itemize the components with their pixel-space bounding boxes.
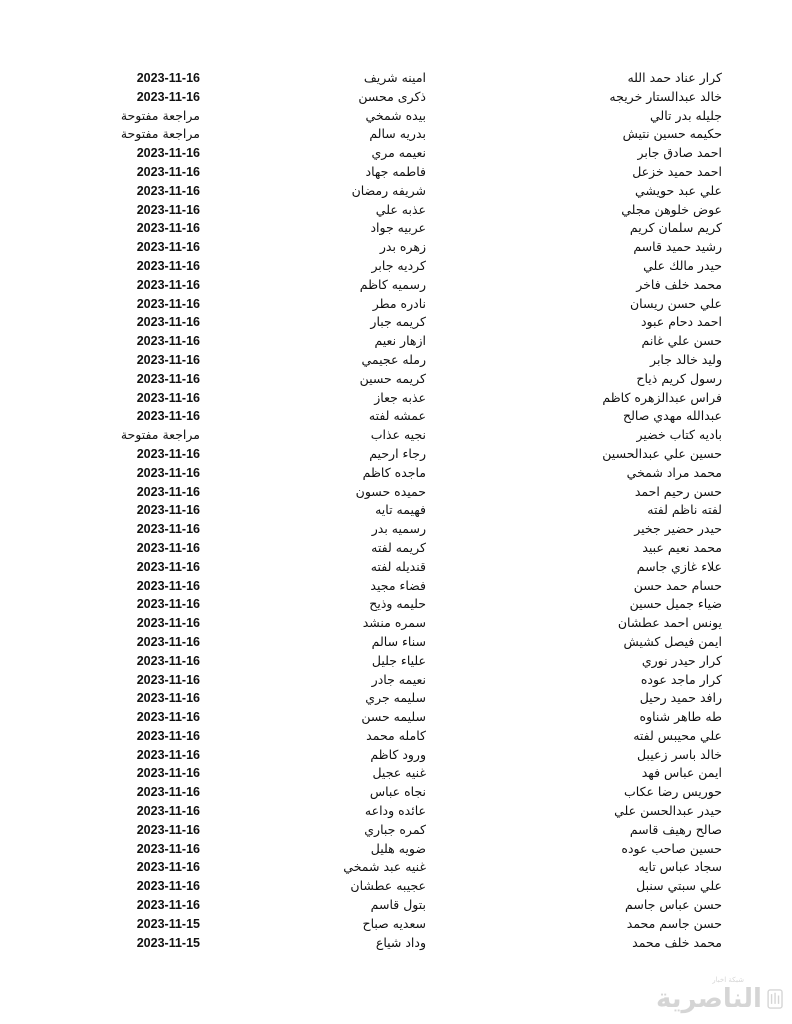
list-item <box>0 351 792 370</box>
person-name: حسن جاسم محمد <box>626 915 722 931</box>
list-item <box>0 727 792 746</box>
person-name: احمد حميد خزعل <box>632 163 722 179</box>
person-name: محمد خلف محمد <box>632 934 722 950</box>
person-name: جليله بدر تالي <box>649 107 722 123</box>
list-item <box>0 821 792 840</box>
person-name: احمد دحام عبود <box>640 314 722 330</box>
person-name: ايمن فيصل كشيش <box>623 633 722 649</box>
person-name: احمد صادق جابر <box>637 145 722 161</box>
status-cell: 2023-11-16 <box>136 841 200 856</box>
person-name: طه طاهر شناوه <box>639 709 722 725</box>
status-cell: 2023-11-16 <box>136 202 200 217</box>
person-name: ايمن عباس فهد <box>641 765 722 781</box>
list-item <box>0 746 792 765</box>
status-cell: 2023-11-16 <box>136 879 200 894</box>
status-cell: 2023-11-16 <box>136 277 200 292</box>
mother-name: عربيه جواد <box>370 220 426 236</box>
status-cell: 2023-11-16 <box>136 221 200 236</box>
status-cell: 2023-11-16 <box>136 390 200 405</box>
list-item <box>0 332 792 351</box>
status-cell: 2023-11-16 <box>136 710 200 725</box>
person-name: علي حسن ريسان <box>629 295 722 311</box>
mother-name: سليمه جري <box>365 690 426 706</box>
mother-name: امينه شريف <box>363 70 426 85</box>
mother-name: فهيمه تايه <box>375 502 426 518</box>
status-cell: 2023-11-16 <box>136 691 200 706</box>
status-cell: 2023-11-16 <box>136 446 200 461</box>
mother-name: سليمه حسن <box>361 709 426 725</box>
person-name: علي محيبس لفته <box>633 727 722 743</box>
mother-name: كامله محمد <box>366 727 426 743</box>
person-name: رشيد حميد قاسم <box>633 239 722 255</box>
person-name: رافد حميد رحيل <box>639 690 722 706</box>
watermark-text: الناصرية <box>656 984 762 1014</box>
status-cell: 2023-11-16 <box>136 597 200 612</box>
person-name: ضياء جميل حسين <box>629 596 722 612</box>
list-item <box>0 370 792 389</box>
status-cell: 2023-11-16 <box>136 898 200 913</box>
status-cell: 2023-11-16 <box>136 559 200 574</box>
status-cell: 2023-11-16 <box>136 89 200 104</box>
person-name: حيدر مالك علي <box>643 257 722 273</box>
site-watermark-logo <box>656 976 784 1016</box>
mother-name: كريمه حسين <box>359 370 426 386</box>
person-name: محمد خلف فاخر <box>636 276 722 292</box>
person-name: محمد نعيم عبيد <box>642 539 722 555</box>
status-cell: 2023-11-16 <box>136 522 200 537</box>
person-name: محمد مراد شمخي <box>626 464 722 480</box>
person-name: صالح رهيف قاسم <box>629 821 722 837</box>
list-item <box>0 107 792 126</box>
person-name: علاء غازي جاسم <box>636 558 722 574</box>
list-item <box>0 295 792 314</box>
person-name: عوض خلوهن مجلي <box>621 201 722 217</box>
list-item <box>0 219 792 238</box>
status-cell: 2023-11-16 <box>136 164 200 179</box>
list-item <box>0 520 792 539</box>
status-cell: 2023-11-16 <box>136 616 200 631</box>
mother-name: سعديه صباح <box>362 915 426 931</box>
status-cell: 2023-11-16 <box>136 785 200 800</box>
mother-name: نجاه عباس <box>369 784 426 800</box>
status-cell: 2023-11-16 <box>136 578 200 593</box>
list-item <box>0 407 792 426</box>
mother-name: رسميه كاظم <box>359 276 426 292</box>
list-item <box>0 88 792 107</box>
mother-name: سناء سالم <box>371 633 426 649</box>
mother-name: علياء جليل <box>371 652 426 668</box>
list-item <box>0 238 792 257</box>
status-cell: 2023-11-16 <box>136 258 200 273</box>
mother-name: كمره جباري <box>364 821 426 837</box>
status-cell: 2023-11-16 <box>136 146 200 161</box>
mother-name: عمشه لفته <box>368 408 426 424</box>
status-cell: مراجعة مفتوحة <box>120 427 200 443</box>
roster-list <box>0 69 792 952</box>
person-name: حسن علي غانم <box>641 333 722 349</box>
mother-name: رجاء ارحيم <box>369 445 426 461</box>
status-cell: 2023-11-16 <box>136 183 200 198</box>
list-item <box>0 652 792 671</box>
person-name: حسين صاحب عوده <box>621 840 722 856</box>
list-item <box>0 163 792 182</box>
status-cell: 2023-11-15 <box>136 935 200 950</box>
person-name: كرار ماجد عوده <box>640 671 722 687</box>
person-name: علي سبتي سنبل <box>636 878 722 894</box>
list-item <box>0 182 792 201</box>
status-cell: 2023-11-16 <box>136 296 200 311</box>
list-item <box>0 426 792 445</box>
mother-name: ماجده كاظم <box>362 464 426 480</box>
list-item <box>0 764 792 783</box>
list-item <box>0 934 792 953</box>
list-item <box>0 633 792 652</box>
status-cell: 2023-11-16 <box>136 747 200 762</box>
list-item <box>0 501 792 520</box>
list-item <box>0 595 792 614</box>
list-item <box>0 802 792 821</box>
list-item <box>0 257 792 276</box>
list-item <box>0 558 792 577</box>
person-name: حكيمه حسين نتيش <box>622 126 722 142</box>
status-cell: 2023-11-16 <box>136 465 200 480</box>
mother-name: عذبه علي <box>375 201 426 217</box>
status-cell: 2023-11-16 <box>136 315 200 330</box>
person-name: كريم سلمان كريم <box>629 220 722 236</box>
list-item <box>0 125 792 144</box>
person-name: فراس عبدالزهره كاظم <box>602 389 722 405</box>
status-cell: 2023-11-16 <box>136 728 200 743</box>
status-cell: 2023-11-16 <box>136 804 200 819</box>
mother-name: وداد شياع <box>375 934 426 950</box>
person-name: حسام حمد حسن <box>633 577 722 593</box>
person-name: علي عبد حويشي <box>635 182 722 198</box>
status-cell: 2023-11-16 <box>136 371 200 386</box>
status-cell: 2023-11-15 <box>136 916 200 931</box>
mother-name: حليمه وذيح <box>369 596 426 612</box>
person-name: خالد عبدالستار خريجه <box>609 88 722 104</box>
person-name: حسن عباس جاسم <box>625 897 722 913</box>
mother-name: قنديله لفته <box>370 558 426 574</box>
list-item <box>0 276 792 295</box>
mother-name: عذبه جعاز <box>374 389 426 405</box>
status-cell: 2023-11-16 <box>136 503 200 518</box>
person-name: باديه كتاب خضير <box>636 427 722 443</box>
mother-name: سمره منشد <box>362 615 426 631</box>
list-item <box>0 313 792 332</box>
mother-name: ازهار نعيم <box>374 333 426 349</box>
mother-name: نعيمه جادر <box>371 671 426 687</box>
mother-name: ورود كاظم <box>370 746 426 762</box>
person-name: سجاد عباس تايه <box>638 859 722 875</box>
mother-name: كرديه جابر <box>371 257 426 273</box>
list-item <box>0 614 792 633</box>
person-name: عبدالله مهدي صالح <box>623 408 722 424</box>
list-item <box>0 201 792 220</box>
mother-name: شريفه رمضان <box>351 182 426 198</box>
mother-name: فضاء مجيد <box>370 577 426 593</box>
status-cell: 2023-11-16 <box>136 672 200 687</box>
mother-name: نادره مطر <box>372 295 426 311</box>
mother-name: عجيبه عطشان <box>350 878 426 894</box>
status-cell: 2023-11-16 <box>136 71 200 85</box>
person-name: يونس احمد عطشان <box>617 615 722 631</box>
person-name: حسين علي عبدالحسين <box>602 445 722 461</box>
person-name: حوريس رضا عكاب <box>624 784 722 800</box>
watermark-small-text: شبكة اخبار <box>712 976 744 984</box>
list-item <box>0 783 792 802</box>
mother-name: كريمه جبار <box>370 314 426 330</box>
list-item <box>0 69 792 88</box>
person-name: رسول كريم ذياح <box>636 370 722 386</box>
status-cell: 2023-11-16 <box>136 540 200 555</box>
list-item <box>0 671 792 690</box>
mother-name: ذكرى محسن <box>358 88 426 104</box>
mother-name: حميده حسون <box>355 483 426 499</box>
person-name: وليد خالد جابر <box>650 351 722 367</box>
list-item <box>0 483 792 502</box>
list-item <box>0 539 792 558</box>
mother-name: بيده شمخي <box>365 107 426 123</box>
list-item <box>0 689 792 708</box>
mother-name: عائده وداعه <box>364 803 426 819</box>
status-cell: مراجعة مفتوحة <box>120 107 200 123</box>
mother-name: نجيه عذاب <box>370 427 426 443</box>
status-cell: 2023-11-16 <box>136 352 200 367</box>
status-cell: 2023-11-16 <box>136 409 200 424</box>
status-cell: 2023-11-16 <box>136 484 200 499</box>
list-item <box>0 464 792 483</box>
list-item <box>0 708 792 727</box>
status-cell: 2023-11-16 <box>136 634 200 649</box>
mother-name: بتول قاسم <box>370 897 426 913</box>
status-cell: 2023-11-16 <box>136 860 200 875</box>
mother-name: رسميه بدر <box>371 521 426 537</box>
mother-name: زهره بدر <box>379 239 426 255</box>
person-name: لفته ناظم لفته <box>647 502 722 518</box>
person-name: حسن رحيم احمد <box>634 483 722 499</box>
status-cell: مراجعة مفتوحة <box>120 126 200 142</box>
list-item <box>0 389 792 408</box>
mother-name: غنيه عجيل <box>372 765 426 781</box>
status-cell: 2023-11-16 <box>136 653 200 668</box>
mother-name: فاطمه جهاد <box>365 163 426 179</box>
person-name: حيدر حضير جخير <box>634 521 722 537</box>
list-item <box>0 877 792 896</box>
list-item <box>0 896 792 915</box>
mother-name: بدريه سالم <box>369 126 426 142</box>
list-item <box>0 915 792 934</box>
mother-name: ضويه هليل <box>370 840 426 856</box>
list-item <box>0 445 792 464</box>
list-item <box>0 577 792 596</box>
person-name: كرار حيدر نوري <box>641 652 722 668</box>
person-name: كرار عناد حمد الله <box>627 70 722 85</box>
mother-name: كريمه لفته <box>371 539 426 555</box>
list-item <box>0 840 792 859</box>
person-name: حيدر عبدالحسن علي <box>614 803 722 819</box>
status-cell: 2023-11-16 <box>136 334 200 349</box>
list-item <box>0 858 792 877</box>
emblem-icon <box>766 984 784 1014</box>
status-cell: 2023-11-16 <box>136 822 200 837</box>
person-name: خالد باسر زعيبل <box>636 746 722 762</box>
list-item <box>0 144 792 163</box>
mother-name: رمله عجيمي <box>361 351 426 367</box>
status-cell: 2023-11-16 <box>136 766 200 781</box>
status-cell: 2023-11-16 <box>136 240 200 255</box>
mother-name: نعيمه مري <box>371 145 426 161</box>
mother-name: غنيه عبد شمخي <box>343 859 426 875</box>
